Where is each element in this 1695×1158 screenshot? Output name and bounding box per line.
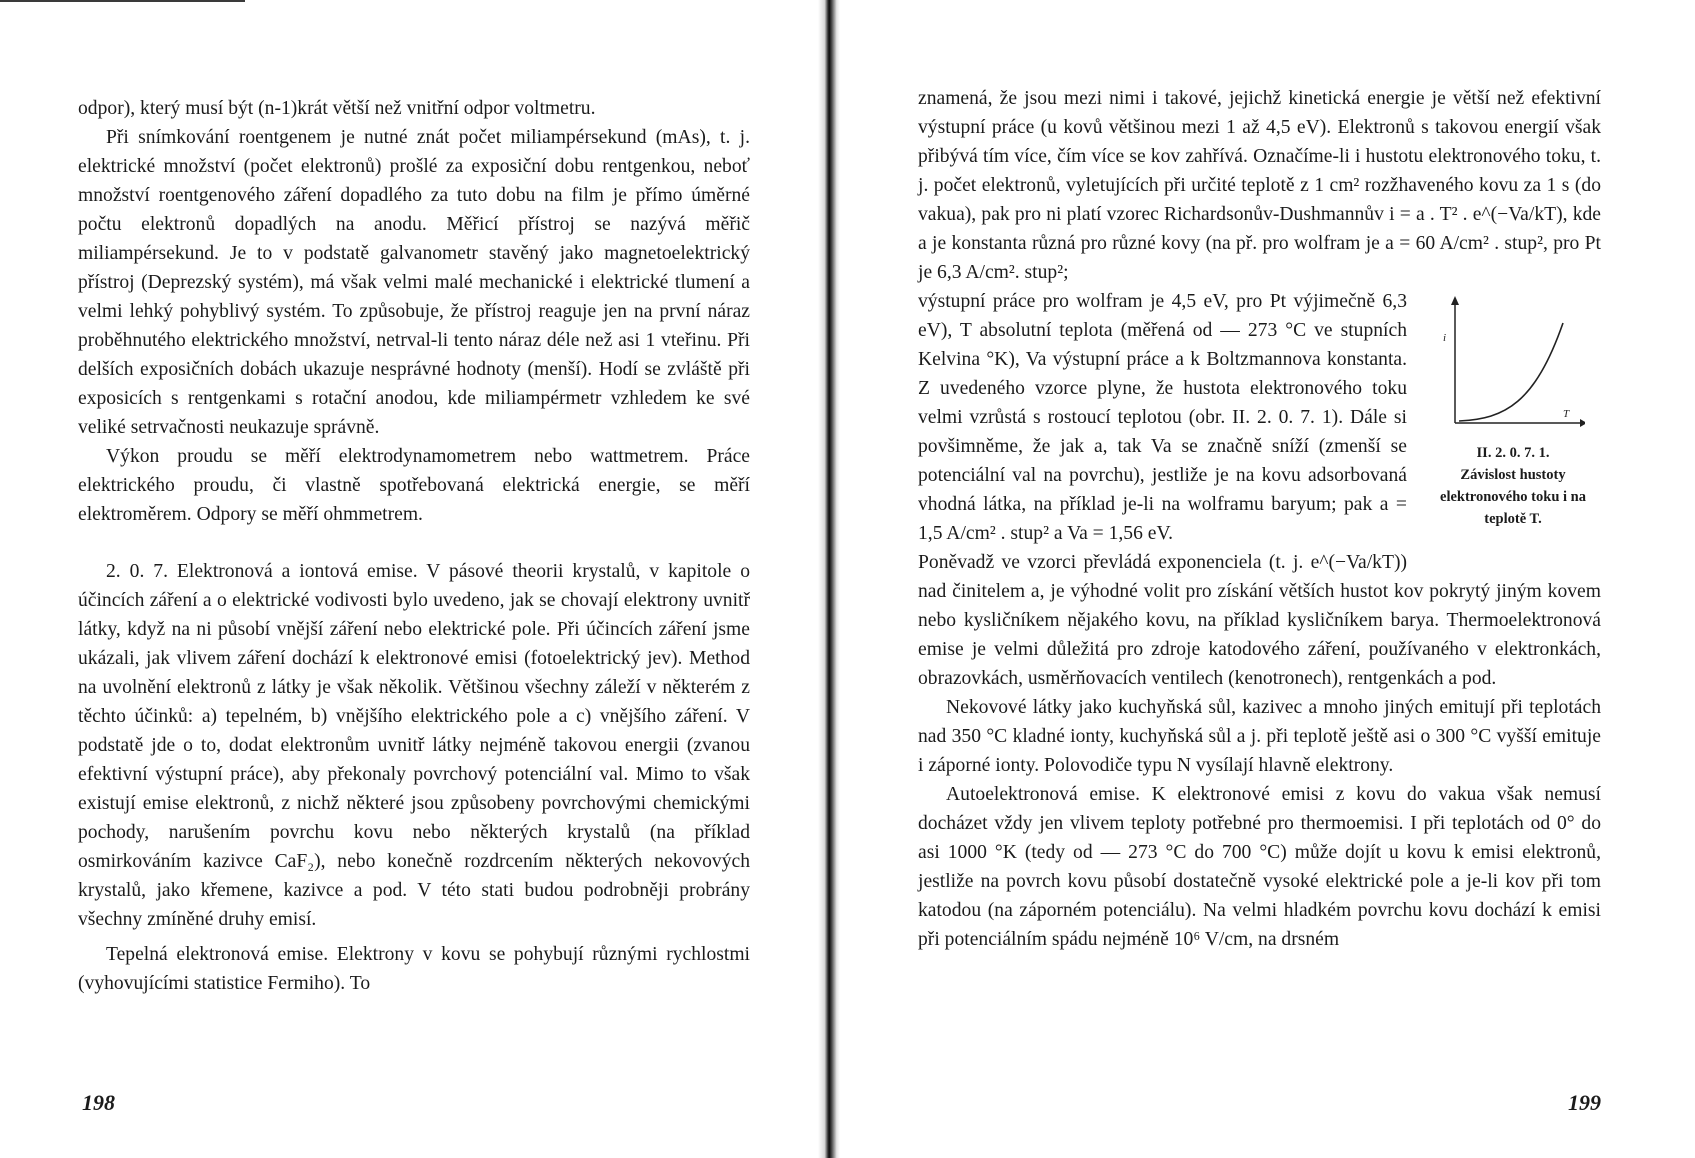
section-heading-paragraph: 2. 0. 7. Elektronová a iontová emise. V pásové theorii krystalů, v kapitole o účincích záření a o elektrické vodivosti bylo uvedeno, jak se chovají elektrony uvnitř látky, když na ni působí vnější záření nebo elektrické pole. Při účincích záření jsme ukázali, jak vlivem záření dochází k elektronové emisi (fotoelektrický jev). Method na uvolnění elektronů z látky je však několik. Většinou všechny záleží v některém z těchto účinků: a) tepelném, b) vnějšího elektrického pole a c) vnějšího záření. V podstatě jde o to, dodat elektronům uvnitř látky nejméně takovou energii (zvanou efektivní výstupní práce), aby překonaly povrchový potenciální val. Mimo to však existují emise elektronů, z nichž některé jsou způsobeny povrchovými chemickými pochody, narušením povrchu kovu nebo některých krystalů (na příklad osmirkováním kazivce CaF₂), nebo konečně rozdrcením některých nekovových krystalů, jako křemene, kazivce a pod. V této stati budou podrobněji probrány všechny zmíněné druhy emisí. <box>78 561 750 930</box>
left-paragraph: Při snímkování roentgenem je nutné znát počet miliampérsekund (mAs), t. j. elektrické množství (počet elektronů) prošlé za exposiční dobu rentgenkou, neboť množství roentgenového záření dopadlého za tuto dobu na film je přímo úměrné počtu elektronů dopadlých na anodu. Měřicí přístroj se nazývá měřič miliampérsekund. Je to v podstatě galvanometr stavěný jako magnetoelektrický přístroj (Deprezský systém), má však velmi malé mechanické i elektrické tlumení a velmi lehký pohyblivý systém. To způsobuje, že přístroj reaguje jen na první náraz proběhnutého elektrického množství, netrval-li tento náraz déle než asi 1 vteřinu. Při delších exposičních dobách ukazuje nesprávné hodnoty (menší). Hodí se zvláště při exposicích s rentgenkami s rotační anodou, kde miliampérmetr vzhledem ke své veliké setrvačnosti neukazuje správně. <box>78 127 750 438</box>
right-page <box>836 0 1695 1158</box>
x-axis-arrow <box>1580 419 1585 427</box>
left-paragraph: Tepelná elektronová emise. Elektrony v kovu se pohybují různými rychlostmi (vyhovujícími statistice Fermiho). To <box>78 944 750 994</box>
y-axis-arrow <box>1451 296 1459 305</box>
right-paragraph: znamená, že jsou mezi nimi i takové, jejichž kinetická energie je větší než efektivní výstupní práce (u kovů většinou mezi 1 až 4,5 eV). Elektronů s takovou energií však přibývá tím více, čím více se kov zahřívá. Označíme-li i hustotu elektronového toku, t. j. počet elektronů, vyletujících při určité teplotě z 1 cm² rozžhaveného kovu za 1 s (do vakua), pak pro ni platí vzorec Richardsonův-Dushmannův i = a . T² . e^(−Va/kT), kde a je konstanta různá pro různé kovy (na př. pro wolfram je a = 60 A/cm² . stup², pro Pt je 6,3 A/cm². stup²; <box>918 88 1601 283</box>
right-paragraph: Poněvadž ve vzorci převládá exponenciela (t. j. e^(−Va/kT)) nad činitelem a, je výhodné volit pro získání větších hustot kov pokrytý jiným kovem nebo kysličníkem nějakého kovu, na příklad kysličníkem barya. Thermoelektronová emise je velmi důležitá pro zdroje katodového záření, používaného v elektronkách, obrazovkách, usměrňovacích ventilech (kenotronech), rentgenkách a pod. <box>918 552 1601 689</box>
y-axis-label: i <box>1443 332 1447 344</box>
left-paragraph: Výkon proudu se měří elektrodynamometrem nebo wattmetrem. Práce elektrického proudu, či vlastně spotřebovaná elektrická energie, se měří elektroměrem. Odpory se měří ohmmetrem. <box>78 446 750 525</box>
top-rule <box>0 0 245 2</box>
figure <box>1425 287 1601 561</box>
left-page <box>0 0 820 1158</box>
right-paragraph: výstupní práce pro wolfram je 4,5 eV, pro Pt výjimečně 6,3 eV), T absolutní teplota (měřená od — 273 °C ve stupních Kelvina °K), Va výstupní práce a k Boltzmannova konstanta. Z uvedeného vzorce plyne, že hustota elektronového toku velmi vzrůstá s rostoucí teplotou (obr. II. 2. 0. 7. 1). Dále si povšimněme, že jak a, tak Va se značně sníží (zmenší se potenciální val na povrchu), jestliže je na kovu adsorbovaná vhodná látka, na příklad je-li na wolframu baryum; pak a = 1,5 A/cm² . stup² a Va = 1,56 eV. <box>918 291 1407 544</box>
figure-description: Závislost hustoty elektronového toku i na teplotě T. <box>1440 467 1586 527</box>
page-number: 199 <box>1568 1090 1601 1115</box>
density-curve <box>1459 323 1563 421</box>
emission-curve-chart <box>1435 293 1585 433</box>
left-page-text <box>78 94 750 998</box>
page-number: 198 <box>82 1090 115 1115</box>
left-paragraph: odpor), který musí být (n-1)krát větší než vnitřní odpor voltmetru. <box>78 98 596 119</box>
figure-number: II. 2. 0. 7. 1. <box>1476 445 1550 461</box>
section-gap <box>78 529 750 557</box>
right-paragraph: Nekovové látky jako kuchyňská sůl, kazivec a mnoho jiných emitují při teplotách nad 350 °C kladné ionty, kuchyňská sůl a j. při teplotě ještě asi o 300 °C vyšší emituje i záporné ionty. Polovodiče typu N vysílají hlavně elektrony. <box>918 697 1601 776</box>
right-paragraph: Autoelektronová emise. K elektronové emisi z kovu do vakua však nemusí docházet vždy jen vlivem teploty potřebné pro thermoemisi. I při teplotách od 0° do asi 1000 °K (tedy od — 273 °C do 700 °C) může dojít u kovu k emisi elektronů, jestliže na povrch kovu působí dostatečně vysoké elektrické pole a je-li kov při tom katodou (na záporném potenciálu). Na velmi hladkém povrchu kovu dochází k emisi při potenciálním spádu nejméně 10⁶ V/cm, na drsném <box>918 784 1601 950</box>
x-axis-label: T <box>1563 408 1570 420</box>
figure-caption <box>1425 442 1601 530</box>
right-page-text <box>918 84 1601 954</box>
